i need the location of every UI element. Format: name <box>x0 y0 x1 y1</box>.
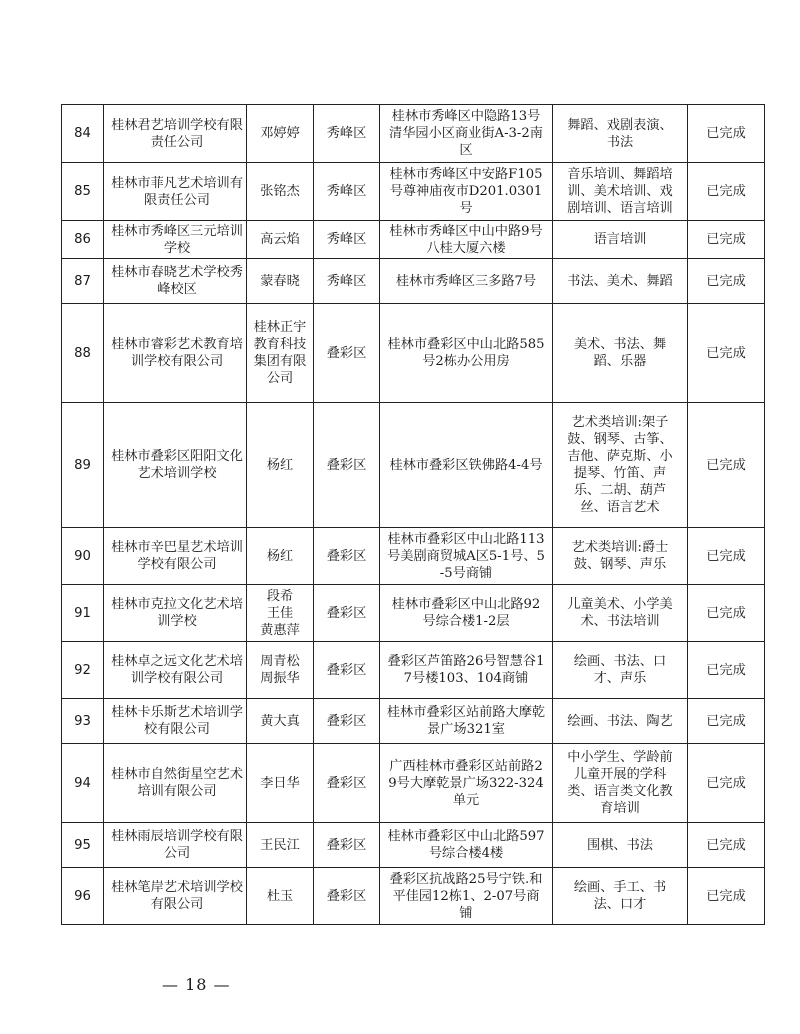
row-number-text: 92 <box>74 662 91 678</box>
school-name-text: 桂林市睿彩艺术教育培训学校有限公司 <box>111 337 243 369</box>
training-scope-text: 儿童美术、小学美术、书法培训 <box>567 597 673 629</box>
school-name-text: 桂林市菲凡艺术培训有限责任公司 <box>111 175 243 208</box>
district-text: 叠彩区 <box>326 837 367 853</box>
status-text: 已完成 <box>706 548 746 564</box>
cell-row-number <box>62 221 104 259</box>
cell-row-number <box>62 699 104 744</box>
school-name-text: 桂林卓之远文化艺术培训学校有限公司 <box>111 654 243 686</box>
cell-row-number <box>62 163 104 221</box>
cell-training-scope <box>553 699 688 744</box>
cell-school-name <box>104 403 247 528</box>
address-text: 桂林市叠彩区中山北路597号综合楼4楼 <box>387 829 545 861</box>
cell-address <box>380 528 553 585</box>
cell-status <box>688 304 765 403</box>
legal-person-text: 段希 王佳 黄惠萍 <box>260 588 300 638</box>
row-number-text: 90 <box>74 548 91 564</box>
row-number-text: 88 <box>74 345 91 361</box>
row-number-text: 95 <box>74 837 91 853</box>
cell-training-scope <box>553 642 688 699</box>
cell-training-scope <box>553 823 688 868</box>
row-number-text: 91 <box>74 605 91 621</box>
training-scope-text: 绘画、书法、口才、声乐 <box>573 654 667 686</box>
district-text: 秀峰区 <box>326 184 367 199</box>
address-text: 桂林市叠彩区站前路大摩乾景广场321室 <box>386 705 546 737</box>
cell-district <box>314 403 380 528</box>
cell-school-name <box>104 744 247 823</box>
table-row <box>62 259 765 304</box>
school-name-text: 桂林市自然街星空艺术培训有限公司 <box>111 767 243 799</box>
district-text: 秀峰区 <box>326 126 367 141</box>
district-text: 叠彩区 <box>326 457 367 473</box>
cell-training-scope <box>553 221 688 259</box>
table-row <box>62 823 765 868</box>
training-scope-text: 美术、书法、舞蹈、乐器 <box>573 337 667 369</box>
cell-address <box>380 105 553 163</box>
cell-status <box>688 868 765 925</box>
cell-status <box>688 403 765 528</box>
row-number-text: 84 <box>74 126 91 141</box>
cell-address <box>380 403 553 528</box>
table-row <box>62 304 765 403</box>
cell-address <box>380 585 553 642</box>
table-row <box>62 528 765 585</box>
cell-school-name <box>104 585 247 642</box>
cell-row-number <box>62 823 104 868</box>
legal-person-text: 杜玉 <box>266 888 294 904</box>
cell-address <box>380 163 553 221</box>
cell-training-scope <box>553 585 688 642</box>
address-text: 桂林市秀峰区中安路F105号尊神庙夜市D201.0301号 <box>389 167 543 216</box>
school-name-text: 桂林市秀峰区三元培训学校 <box>111 223 243 256</box>
legal-person-text: 张铭杰 <box>260 184 300 199</box>
cell-legal-person <box>247 744 314 823</box>
cell-legal-person <box>247 585 314 642</box>
cell-school-name <box>104 642 247 699</box>
cell-status <box>688 221 765 259</box>
cell-school-name <box>104 304 247 403</box>
status-text: 已完成 <box>706 345 746 361</box>
cell-school-name <box>104 259 247 304</box>
cell-school-name <box>104 105 247 163</box>
address-text: 桂林市叠彩区中山北路92号综合楼1-2层 <box>391 597 541 629</box>
training-scope-text: 绘画、手工、书法、口才 <box>573 880 667 912</box>
table-row <box>62 868 765 925</box>
legal-person-text: 李日华 <box>260 775 300 791</box>
cell-row-number <box>62 304 104 403</box>
cell-district <box>314 823 380 868</box>
table-row <box>62 105 765 163</box>
status-text: 已完成 <box>706 837 746 853</box>
table-row <box>62 163 765 221</box>
legal-person-text: 邓婷婷 <box>260 126 300 141</box>
school-name-text: 桂林君艺培训学校有限责任公司 <box>111 117 243 150</box>
row-number-text: 94 <box>74 775 91 791</box>
cell-training-scope <box>553 528 688 585</box>
cell-school-name <box>104 528 247 585</box>
cell-training-scope <box>553 163 688 221</box>
cell-row-number <box>62 259 104 304</box>
cell-row-number <box>62 585 104 642</box>
cell-district <box>314 585 380 642</box>
cell-legal-person <box>247 403 314 528</box>
district-text: 叠彩区 <box>326 662 367 678</box>
cell-status <box>688 163 765 221</box>
cell-training-scope <box>553 304 688 403</box>
cell-address <box>380 259 553 304</box>
legal-person-text: 黄大真 <box>260 713 300 729</box>
row-number-text: 96 <box>74 888 91 904</box>
cell-address <box>380 304 553 403</box>
legal-person-text: 高云焰 <box>260 232 300 247</box>
cell-status <box>688 744 765 823</box>
cell-address <box>380 699 553 744</box>
cell-row-number <box>62 868 104 925</box>
school-name-text: 桂林笔岸艺术培训学校有限公司 <box>111 880 243 912</box>
status-text: 已完成 <box>706 605 746 621</box>
cell-district <box>314 259 380 304</box>
cell-status <box>688 699 765 744</box>
row-number-text: 87 <box>74 273 91 289</box>
address-text: 桂林市秀峰区中隐路13号清华园小区商业街A-3-2南区 <box>389 109 543 158</box>
cell-status <box>688 585 765 642</box>
page-number: — 18 — <box>162 975 231 994</box>
status-text: 已完成 <box>706 775 746 791</box>
table-row <box>62 642 765 699</box>
address-text: 广西桂林市叠彩区站前路29号大摩乾景广场322-324单元 <box>388 758 544 808</box>
training-scope-text: 围棋、书法 <box>587 837 653 853</box>
cell-row-number <box>62 528 104 585</box>
school-name-text: 桂林市春晓艺术学校秀峰校区 <box>111 265 243 297</box>
district-text: 叠彩区 <box>326 713 367 729</box>
cell-district <box>314 868 380 925</box>
cell-school-name <box>104 823 247 868</box>
cell-district <box>314 163 380 221</box>
table-row <box>62 744 765 823</box>
address-text: 桂林市叠彩区中山北路585号2栋办公用房 <box>387 337 545 369</box>
legal-person-text: 杨红 <box>266 548 294 564</box>
cell-status <box>688 105 765 163</box>
cell-address <box>380 744 553 823</box>
table-row <box>62 403 765 528</box>
row-number-text: 89 <box>74 457 91 473</box>
cell-training-scope <box>553 744 688 823</box>
district-text: 叠彩区 <box>326 345 367 361</box>
district-text: 秀峰区 <box>326 232 367 247</box>
cell-school-name <box>104 163 247 221</box>
status-text: 已完成 <box>706 888 746 904</box>
status-text: 已完成 <box>706 184 746 199</box>
address-text: 叠彩区抗战路25号宁铁.和平佳园12栋1、2-07号商铺 <box>389 871 543 921</box>
address-text: 桂林市叠彩区中山北路113号美剧商贸城A区5-1号、5-5号商铺 <box>387 531 545 581</box>
cell-row-number <box>62 105 104 163</box>
legal-person-text: 蒙春晓 <box>260 273 300 289</box>
district-text: 秀峰区 <box>326 273 367 289</box>
address-text: 桂林市秀峰区三多路7号 <box>395 273 537 289</box>
cell-legal-person <box>247 823 314 868</box>
district-text: 叠彩区 <box>326 548 367 564</box>
training-scope-text: 书法、美术、舞蹈 <box>567 273 673 289</box>
cell-address <box>380 642 553 699</box>
status-text: 已完成 <box>706 232 746 247</box>
table-row <box>62 221 765 259</box>
cell-training-scope <box>553 259 688 304</box>
cell-legal-person <box>247 221 314 259</box>
school-name-text: 桂林卡乐斯艺术培训学校有限公司 <box>111 705 243 737</box>
cell-address <box>380 221 553 259</box>
legal-person-text: 桂林正宇教育科技集团有限公司 <box>253 320 307 386</box>
training-scope-text: 音乐培训、舞蹈培训、美术培训、戏剧培训、语言培训 <box>567 167 673 216</box>
training-scope-text: 舞蹈、戏剧表演、书法 <box>567 117 673 150</box>
cell-district <box>314 642 380 699</box>
cell-address <box>380 823 553 868</box>
cell-status <box>688 823 765 868</box>
cell-legal-person <box>247 699 314 744</box>
school-name-text: 桂林市叠彩区阳阳文化艺术培训学校 <box>111 449 243 481</box>
cell-district <box>314 304 380 403</box>
cell-row-number <box>62 744 104 823</box>
cell-training-scope <box>553 868 688 925</box>
row-number-text: 85 <box>74 184 91 199</box>
legal-person-text: 杨红 <box>266 457 294 473</box>
cell-status <box>688 642 765 699</box>
training-scope-text: 艺术类培训:架子鼓、钢琴、古筝、吉他、萨克斯、小提琴、竹笛、声乐、二胡、葫芦丝、语言艺术 <box>567 415 673 515</box>
address-text: 叠彩区芦笛路26号智慧谷17号楼103、104商铺 <box>387 654 545 686</box>
school-name-text: 桂林雨辰培训学校有限公司 <box>111 829 243 861</box>
training-scope-text: 语言培训 <box>593 232 647 247</box>
training-scope-text: 艺术类培训:爵士鼓、钢琴、声乐 <box>571 540 669 572</box>
row-number-text: 93 <box>74 713 91 729</box>
status-text: 已完成 <box>706 126 746 141</box>
cell-address <box>380 868 553 925</box>
training-scope-text: 中小学生、学龄前儿童开展的学科类、语言类文化教育培训 <box>567 750 673 816</box>
cell-row-number <box>62 642 104 699</box>
cell-district <box>314 528 380 585</box>
address-text: 桂林市叠彩区铁佛路4-4号 <box>389 457 543 473</box>
cell-district <box>314 105 380 163</box>
cell-district <box>314 221 380 259</box>
table-row <box>62 699 765 744</box>
cell-legal-person <box>247 105 314 163</box>
cell-status <box>688 528 765 585</box>
cell-legal-person <box>247 528 314 585</box>
school-name-text: 桂林市克拉文化艺术培训学校 <box>111 597 243 629</box>
cell-legal-person <box>247 259 314 304</box>
cell-training-scope <box>553 403 688 528</box>
school-name-text: 桂林市辛巴星艺术培训学校有限公司 <box>111 540 243 572</box>
cell-district <box>314 744 380 823</box>
cell-school-name <box>104 221 247 259</box>
status-text: 已完成 <box>706 273 746 289</box>
registry-table <box>61 104 765 925</box>
district-text: 叠彩区 <box>326 605 367 621</box>
cell-status <box>688 259 765 304</box>
legal-person-text: 王民江 <box>260 837 300 853</box>
cell-school-name <box>104 699 247 744</box>
legal-person-text: 周青松 周振华 <box>260 654 300 686</box>
cell-district <box>314 699 380 744</box>
cell-training-scope <box>553 105 688 163</box>
district-text: 叠彩区 <box>326 775 367 791</box>
row-number-text: 86 <box>74 232 91 247</box>
cell-legal-person <box>247 642 314 699</box>
status-text: 已完成 <box>706 457 746 473</box>
address-text: 桂林市秀峰区中山中路9号八桂大厦六楼 <box>389 223 543 256</box>
cell-row-number <box>62 403 104 528</box>
cell-school-name <box>104 868 247 925</box>
cell-legal-person <box>247 304 314 403</box>
status-text: 已完成 <box>706 662 746 678</box>
status-text: 已完成 <box>706 713 746 729</box>
training-scope-text: 绘画、书法、陶艺 <box>567 713 673 729</box>
table-body <box>62 105 765 925</box>
district-text: 叠彩区 <box>326 888 367 904</box>
cell-legal-person <box>247 868 314 925</box>
cell-legal-person <box>247 163 314 221</box>
table-row <box>62 585 765 642</box>
